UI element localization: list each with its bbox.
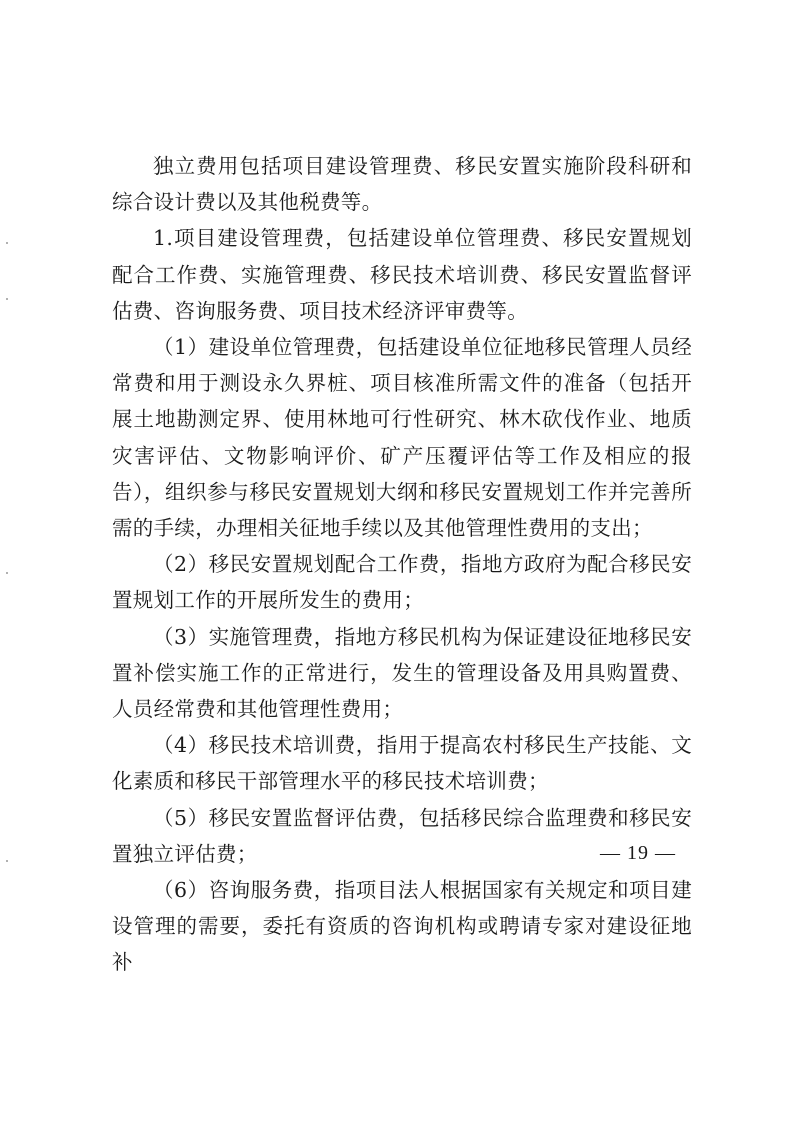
paragraph-subitem-2: （2）移民安置规划配合工作费，指地方政府为配合移民安置规划工作的开展所发生的费用； [112,552,692,613]
paragraph-subitem-1: （1）建设单位管理费，包括建设单位征地移民管理人员经常费和用于测设永久界桩、项目核准所需文件的准备（包括开展土地勘测定界、使用林地可行性研究、林木砍伐作业、地质灾害评估、文物影响评价、矿产压覆评估等工作及相应的报告），组织参与移民安置规划大纲和移民安置规划工作并完善所需的手续，办理相关征地手续以及其他管理性费用的支出； [112,335,692,541]
margin-mark [6,860,8,862]
paragraph-intro: 独立费用包括项目建设管理费、移民安置实施阶段科研和综合设计费以及其他税费等。 [112,154,692,215]
paragraph-subitem-5: （5）移民安置监督评估费，包括移民综合监理费和移民安置独立评估费； [112,805,692,866]
margin-mark [6,242,8,244]
margin-mark [6,298,8,300]
paragraph-subitem-3: （3）实施管理费，指地方移民机构为保证建设征地移民安置补偿实施工作的正常进行，发生的管理设备及用具购置费、人员经常费和其他管理性费用； [112,624,692,722]
paragraph-subitem-4: （4）移民技术培训费，指用于提高农村移民生产技能、文化素质和移民干部管理水平的移民技术培训费； [112,733,692,794]
paragraph-subitem-6: （6）咨询服务费，指项目法人根据国家有关规定和项目建设管理的需要，委托有资质的咨询机构或聘请专家对建设征地补 [112,878,692,975]
page-number: — 19 — [600,842,676,864]
margin-mark [6,572,8,574]
paragraph-item-1: 1.项目建设管理费，包括建设单位管理费、移民安置规划配合工作费、实施管理费、移民技术培训费、移民安置监督评估费、咨询服务费、项目技术经济评审费等。 [112,226,692,323]
